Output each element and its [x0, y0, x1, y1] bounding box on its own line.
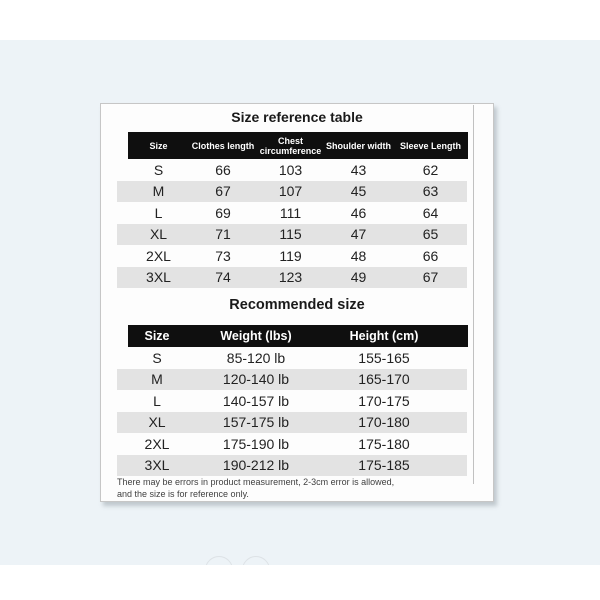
table-cell: 66	[422, 247, 439, 264]
table-cell: 3XL	[144, 457, 170, 474]
table-cell: 107	[278, 183, 303, 200]
table-cell: 175-185	[358, 457, 410, 474]
table-row	[117, 245, 467, 267]
table-cell: 85-120 lb	[226, 349, 286, 366]
size-table-title: Size reference table	[231, 109, 363, 125]
header-cell: Weight (lbs)	[220, 329, 292, 343]
header-cell: Clothes length	[191, 140, 255, 151]
table-cell: 115	[279, 226, 302, 243]
table-cell: 2XL	[146, 247, 171, 264]
table-cell: 45	[350, 183, 367, 200]
table-cell: 175-190 lb	[222, 435, 290, 452]
table-cell: M	[152, 183, 165, 200]
table-cell: XL	[148, 414, 166, 431]
table-cell: 190-212 lb	[222, 457, 290, 474]
table-row	[117, 369, 467, 391]
recommended-table-header-row	[128, 325, 468, 347]
disclaimer-line-2: and the size is for reference only.	[117, 488, 249, 499]
table-cell: 64	[422, 204, 439, 221]
table-row	[117, 224, 467, 246]
table-row	[117, 202, 467, 224]
table-cell: 111	[279, 204, 302, 221]
size-table-header-row	[128, 132, 468, 159]
table-cell: 155-165	[358, 349, 410, 366]
table-cell: 71	[215, 226, 231, 243]
table-cell: 3XL	[146, 269, 171, 286]
table-cell: M	[151, 371, 163, 388]
table-cell: 66	[215, 161, 231, 178]
table-cell: 69	[215, 204, 231, 221]
table-row	[117, 412, 467, 434]
table-cell: 73	[215, 247, 231, 264]
table-row	[117, 267, 467, 289]
header-cell: Size	[144, 329, 170, 343]
table-cell: S	[152, 349, 162, 366]
recommended-table-body	[117, 347, 467, 476]
table-cell: 175-180	[358, 435, 410, 452]
recommended-size-title: Recommended size	[229, 297, 365, 313]
table-cell: 140-157 lb	[222, 392, 290, 409]
table-cell: 165-170	[358, 371, 410, 388]
table-cell: 157-175 lb	[222, 414, 290, 431]
header-cell: Size	[149, 140, 168, 151]
table-cell: 63	[422, 183, 439, 200]
table-cell: 2XL	[144, 435, 170, 452]
table-row	[117, 347, 467, 369]
table-cell: 170-180	[358, 414, 410, 431]
table-cell: 123	[278, 269, 303, 286]
measurement-disclaimer	[117, 477, 477, 500]
table-cell: 46	[350, 204, 367, 221]
table-cell: S	[153, 161, 164, 178]
table-cell: 62	[422, 161, 439, 178]
table-cell: L	[153, 392, 161, 409]
table-row	[117, 455, 467, 477]
table-cell: 67	[215, 183, 231, 200]
header-cell: Chest circumference	[259, 135, 322, 156]
size-table-body	[117, 159, 467, 288]
table-cell: L	[154, 204, 163, 221]
header-cell: Shoulder width	[326, 140, 391, 151]
header-cell: Sleeve Length	[399, 140, 462, 151]
table-cell: 170-175	[358, 392, 410, 409]
table-cell: 119	[279, 247, 302, 264]
scan-artifact-line	[473, 105, 474, 484]
table-cell: 65	[422, 226, 439, 243]
table-cell: 49	[350, 269, 367, 286]
size-chart-card	[100, 103, 494, 502]
table-row	[117, 159, 467, 181]
table-cell: 74	[215, 269, 231, 286]
background-bottom-strip	[0, 565, 600, 600]
table-cell: 43	[350, 161, 367, 178]
header-cell: Height (cm)	[349, 329, 419, 343]
table-cell: 103	[278, 161, 303, 178]
table-cell: 48	[350, 247, 367, 264]
table-row	[117, 433, 467, 455]
table-cell: 67	[422, 269, 439, 286]
table-cell: 47	[350, 226, 367, 243]
table-cell: XL	[149, 226, 168, 243]
disclaimer-line-1: There may be errors in product measurement, 2-3cm error is allowed,	[117, 477, 395, 487]
table-row	[117, 181, 467, 203]
table-row	[117, 390, 467, 412]
table-cell: 120-140 lb	[222, 371, 290, 388]
